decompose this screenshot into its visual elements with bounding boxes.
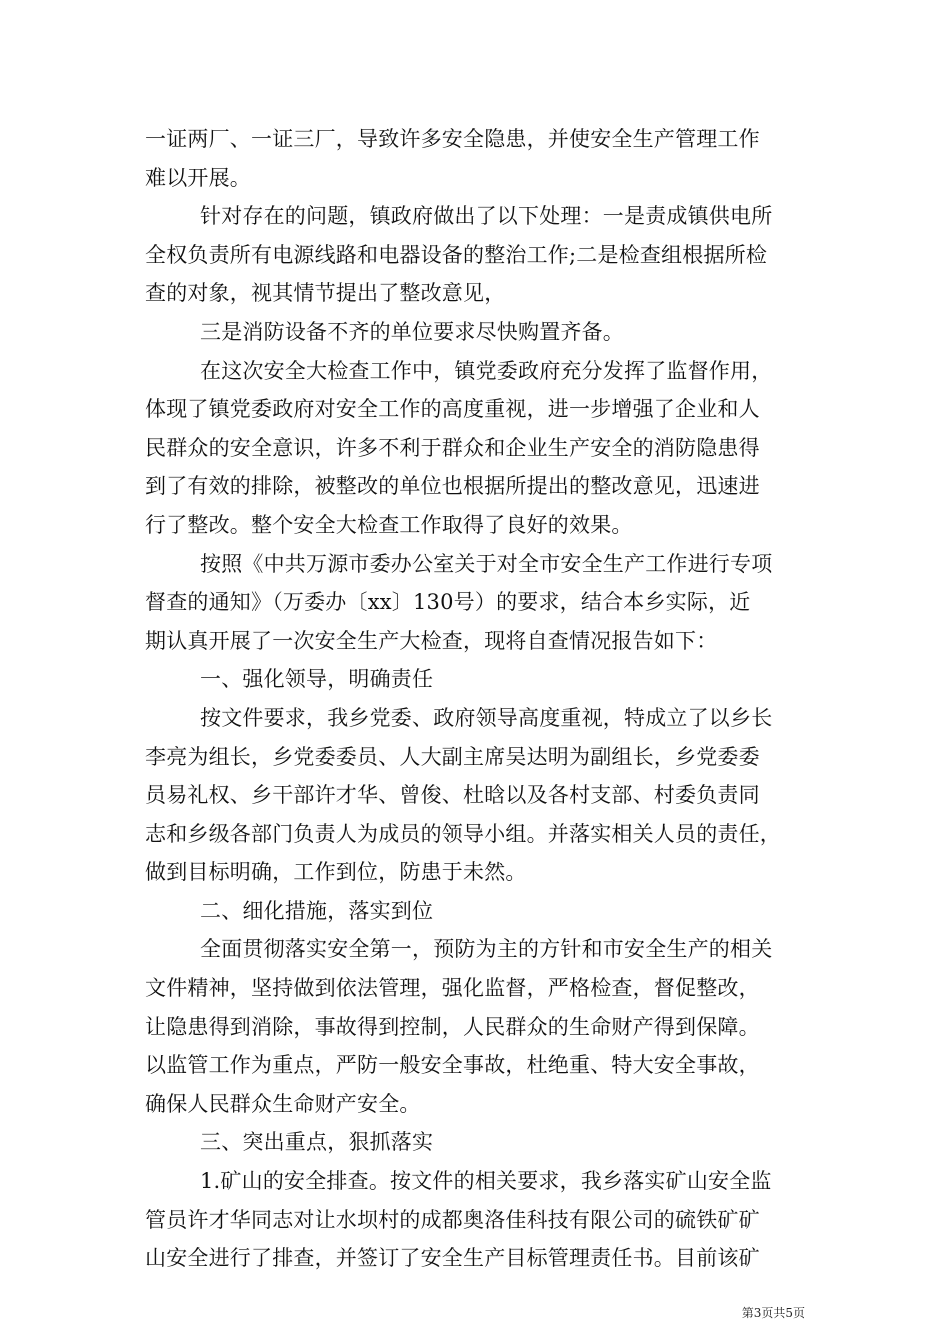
text-line: 三是消防设备不齐的单位要求尽快购置齐备。 [200, 319, 624, 344]
text-line: 1.矿山的安全排查。按文件的相关要求，我乡落实矿山安全监 [200, 1169, 772, 1194]
text-line: 管员许才华同志对让水坝村的成都奥洛佳科技有限公司的硫铁矿矿 [145, 1207, 760, 1232]
text-line: 按文件要求，我乡党委、政府领导高度重视，特成立了以乡长 [200, 705, 773, 730]
text-line: 一证两厂、一证三厂，导致许多安全隐患，并使安全生产管理工作 [145, 127, 760, 151]
text-line: 体现了镇党委政府对安全工作的高度重视，进一步增强了企业和人 [145, 397, 760, 422]
text-line: 全权负责所有电源线路和电器设备的整治工作;二是检查组根据所检 [145, 242, 768, 267]
text-line: 在这次安全大检查工作中，镇党委政府充分发挥了监督作用， [200, 358, 773, 383]
text-line: 一、强化领导，明确责任 [200, 667, 434, 692]
text-line: 员易礼权、乡干部许才华、曾俊、杜晗以及各村支部、村委负责同 [145, 783, 760, 808]
text-line: 针对存在的问题，镇政府做出了以下处理：一是责成镇供电所 [200, 204, 773, 229]
text-line: 按照《中共万源市委办公室关于对全市安全生产工作进行专项 [200, 551, 773, 576]
text-line: 二、细化措施，落实到位 [200, 898, 434, 923]
text-line: 做到目标明确，工作到位，防患于未然。 [145, 860, 527, 885]
text-line: 期认真开展了一次安全生产大检查，现将自查情况报告如下： [145, 628, 718, 653]
text-line: 以监管工作为重点，严防一般安全事故，杜绝重、特大安全事故， [145, 1053, 760, 1078]
text-line: 全面贯彻落实安全第一，预防为主的方针和市安全生产的相关 [200, 937, 773, 962]
text-line: 民群众的安全意识，许多不利于群众和企业生产安全的消防隐患得 [145, 435, 760, 460]
text-line: 李亮为组长，乡党委委员、人大副主席吴达明为副组长，乡党委委 [145, 744, 760, 769]
text-line: 难以开展。 [145, 165, 251, 190]
text-line: 文件精神，坚持做到依法管理，强化监督，严格检查，督促整改， [145, 976, 760, 1001]
page-number: 第3页共5页 [741, 1306, 805, 1320]
text-line: 山安全进行了排查，并签订了安全生产目标管理责任书。目前该矿 [145, 1246, 760, 1271]
text-line: 查的对象，视其情节提出了整改意见， [145, 281, 506, 306]
text-line: 督查的通知》（万委办〔xx〕130号）的要求，结合本乡实际，近 [145, 590, 751, 615]
text-line: 三、突出重点，狠抓落实 [200, 1130, 434, 1155]
text-line: 行了整改。整个安全大检查工作取得了良好的效果。 [145, 512, 633, 537]
document-body [145, 120, 810, 1278]
text-line: 让隐患得到消除，事故得到控制，人民群众的生命财产得到保障。 [145, 1014, 760, 1039]
text-line: 确保人民群众生命财产安全。 [145, 1091, 421, 1116]
text-line: 到了有效的排除，被整改的单位也根据所提出的整改意见，迅速进 [145, 474, 760, 499]
text-line: 志和乡级各部门负责人为成员的领导小组。并落实相关人员的责任， [145, 821, 781, 846]
